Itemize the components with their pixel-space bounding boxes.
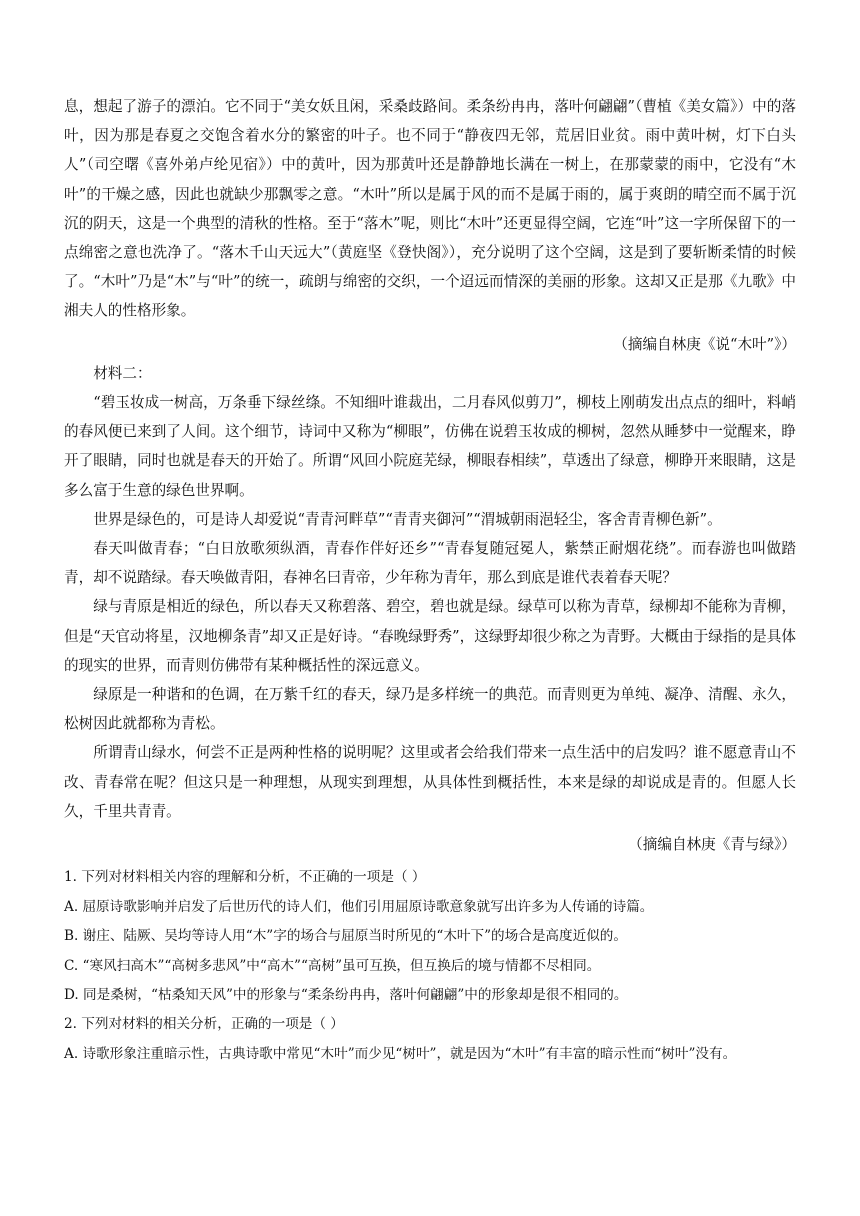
material-two-paragraph-1: “碧玉妆成一树高，万条垂下绿丝绦。不知细叶谁裁出，二月春风似剪刀”，柳枝上刚萌发出点点的细叶，料峭的春风便已来到了人间。这个细节，诗词中又称为“柳眼”，仿佛在说碧玉妆成的柳树，忽然从睡梦中一觉醒来，睁开了眼睛，同时也就是春天的开始了。所谓“风回小院庭芜绿，柳眼春相续”，草透出了绿意，柳睁开来眼睛，这是多么富于生意的绿色世界啊。 (64, 394, 796, 499)
material-two-paragraph-3: 春天叫做青春；“白日放歌须纵酒，青春作伴好还乡”“青春复随冠冕人，紫禁正耐烟花绕”。而春游也叫做踏青，却不说踏绿。春天唤做青阳，春神名曰青帝，少年称为青年，那么到底是谁代表着春天呢？ (64, 540, 796, 587)
question-1 (64, 863, 796, 1010)
material-one-paragraph-1: 息，想起了游子的漂泊。它不同于“美女妖且闲，采桑歧路间。柔条纷冉冉，落叶何翩翩”（曹植《美女篇》）中的落叶，因为那是春夏之交饱含着水分的繁密的叶子。也不同于“静夜四无邻，荒居旧业贫。雨中黄叶树，灯下白头人”（司空曙《喜外弟卢纶见宿》）中的黄叶，因为那黄叶还是静静地长满在一树上，在那蒙蒙的雨中，它没有“木叶”的干燥之感，因此也就缺少那飘零之意。“木叶”所以是属于风的而不是属于雨的，属于爽朗的晴空而不属于沉沉的阴天，这是一个典型的清秋的性格。至于“落木”呢，则比“木叶”还更显得空阔，它连“叶”这一字所保留下的一点绵密之意也洗净了。“落木千山天远大”（黄庭坚《登快阁》），充分说明了这个空阔，这是到了要斩断柔情的时候了。“木叶”乃是“木”与“叶”的统一，疏朗与绵密的交织，一个迢远而情深的美丽的形象。这却又正是那《九歌》中湘夫人的性格形象。 (64, 98, 796, 320)
question-1-option-a: A. 屈原诗歌影响并启发了后世历代的诗人们，他们引用屈原诗歌意象就写出许多为人传诵的诗篇。 (64, 898, 654, 915)
question-1-option-c: C. “寒风扫高木”“高树多悲风”中“高木”“高树”虽可互换，但互换后的境与情都不尽相同。 (64, 957, 601, 974)
question-2-option-a: A. 诗歌形象注重暗示性，古典诗歌中常见“木叶”而少见“树叶”，就是因为“木叶”有丰富的暗示性而“树叶”没有。 (64, 1045, 737, 1062)
material-two-source: （摘编自林庚《青与绿》） (628, 836, 796, 854)
material-two-paragraph-6: 所谓青山绿水，何尝不正是两种性格的说明呢？这里或者会给我们带来一点生活中的启发吗？谁不愿意青山不改、青春常在呢？但这只是一种理想，从现实到理想，从具体性到概括性，本来是绿的却说成是青的。但愿人长久，千里共青青。 (64, 744, 796, 820)
material-two (64, 359, 796, 859)
questions (64, 863, 796, 1069)
question-2-stem: 2. 下列对材料的相关分析，正确的一项是（ ） (64, 1016, 344, 1033)
material-two-paragraph-4: 绿与青原是相近的绿色，所以春天又称碧落、碧空，碧也就是绿。绿草可以称为青草，绿柳却不能称为青柳，但是“天官动将星，汉地柳条青”却又正是好诗。“春晚绿野秀”，这绿野却很少称之为青野。大概由于绿指的是具体的现实的世界，而青则仿佛带有某种概括性的深远意义。 (64, 598, 796, 674)
material-one-source: （摘编自林庚《说“木叶”》） (613, 335, 796, 353)
question-2 (64, 1010, 796, 1069)
question-1-stem: 1. 下列对材料相关内容的理解和分析，不正确的一项是（ ） (64, 869, 426, 886)
material-two-paragraph-2: 世界是绿色的，可是诗人却爱说“青青河畔草”“青青夹御河”“渭城朝雨浥轻尘，客舍青青柳色新”。 (93, 510, 722, 528)
material-two-heading: 材料二： (93, 364, 152, 382)
question-1-option-d: D. 同是桑树，“枯桑知天风”中的形象与“柔条纷冉冉，落叶何翩翩”中的形象却是很不相同的。 (64, 986, 628, 1003)
document-page (64, 92, 796, 1069)
material-two-paragraph-5: 绿原是一种谐和的色调，在万紫千红的春天，绿乃是多样统一的典范。而青则更为单纯、凝净、清醒、永久，松树因此就都称为青松。 (64, 686, 796, 733)
question-1-option-b: B. 谢庄、陆厥、吴均等诗人用“木”字的场合与屈原当时所见的“木叶下”的场合是高度近似的。 (64, 928, 627, 945)
material-one (64, 92, 796, 359)
